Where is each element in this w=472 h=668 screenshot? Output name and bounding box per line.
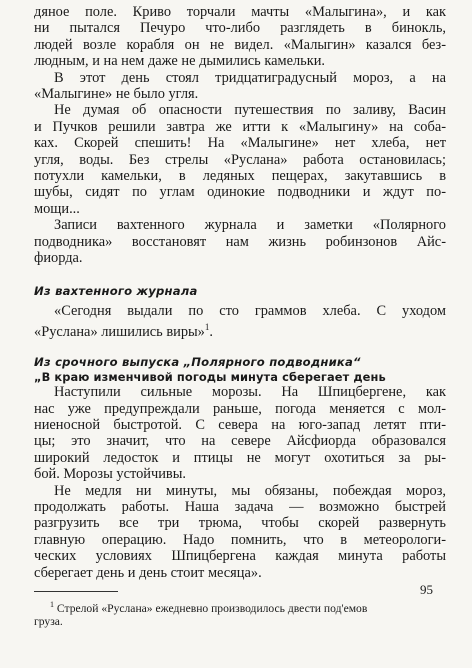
log-entry [34, 303, 446, 341]
text-line: «Сегодня выдали по сто граммов хлеба. С уходом [54, 302, 446, 319]
text-line: дяное поле. Криво торчали мачты «Малыгина», и как [34, 4, 446, 20]
text-line: разгрузить все три трюма, чтобы скорей развернуть [34, 515, 446, 532]
text-line: цы; это значит, что на севере Айсфиорда образовался [34, 433, 446, 450]
text-line: угля, воды. Без стрелы «Руслана» работа остановилась; [34, 151, 446, 168]
text-line: Не медля ни минуты, мы обязаны, побеждая мороз, [54, 482, 446, 499]
text-line: ках. Скорей спешить! На «Малыгине» нет хлеба, нет [34, 135, 446, 152]
text-line: фиорда. [34, 250, 83, 267]
page-number: 95 [420, 582, 433, 597]
text-line: людей возле корабля он не видел. «Малыгин» казался без- [34, 36, 446, 53]
text-line: сберегает день и день стоит месяца». [34, 564, 262, 581]
paragraph-2 [34, 70, 446, 103]
footnote-mark: 1 [50, 599, 54, 609]
footnote-ref: 1 [204, 321, 210, 332]
text-line: «Руслана» лишились виры»$^1$. [34, 321, 213, 340]
paragraph-3 [34, 102, 446, 217]
text-line: груза. [34, 614, 63, 628]
text-line: Наступили сильные морозы. На Шпицбергене, как [54, 384, 446, 401]
bulletin-subheading: „В краю изменчивой погоды минута сберегает день [34, 370, 386, 385]
text-line: нас уже предупреждали раньше, погода меняется с мол- [34, 400, 446, 417]
text-line: шубы, сидят по углам одинокие подводники и ждут по- [34, 184, 446, 201]
text-line: Записи вахтенного журнала и заметки «Полярного [54, 217, 446, 234]
paragraph-1 [34, 4, 446, 70]
bulletin-paragraph-2 [34, 483, 446, 581]
text-line: и Пучков решили завтра же итти к «Малыгину» на соба- [34, 118, 446, 135]
text-line: людным, и на нем даже не дымились камельки. [34, 53, 326, 70]
text-line: «Малыгине» не было угля. [34, 86, 199, 103]
text-line: главную операцию. Надо помнить, что в метеорологи- [34, 531, 446, 548]
text-line: подводника» восстановят нам жизнь робинзонов Айс- [34, 233, 446, 250]
text-line: мощи... [34, 200, 80, 217]
text-line: Не думая об опасности путешествия по заливу, Васин [54, 102, 446, 119]
text-line: ни пытался Печуро что-либо разглядеть в бинокль, [34, 20, 446, 37]
text-line: широкий ледосток и птицы не могут охотиться за ры- [34, 449, 446, 466]
paragraph-4 [34, 217, 446, 266]
text-line: В этот день стоял тридцатиградусный мороз, а на [54, 69, 446, 86]
text-line: ческих условиях Шпицбергена каждая минута работы [34, 548, 446, 565]
text-line: продолжать работы. Наша задача — возможно быстрей [34, 498, 446, 515]
footnote [34, 598, 446, 628]
text-line: ниеносной быстротой. С севера на юго-запад летят пти- [34, 416, 446, 433]
text-line: $^1$ Стрелой «Руслана» ежедневно производилось двести под'емов [50, 599, 368, 615]
section-heading-log: Из вахтенного журнала [34, 283, 198, 298]
text-line: бой. Морозы устойчивы. [34, 466, 186, 483]
bulletin-paragraph-1 [34, 384, 446, 482]
footnote-divider [34, 591, 118, 592]
section-heading-bulletin: Из срочного выпуска „Полярного подводника“ [34, 355, 361, 370]
text-line: потухли камельки, в ледяных пещерах, закутавшись в [34, 168, 446, 185]
